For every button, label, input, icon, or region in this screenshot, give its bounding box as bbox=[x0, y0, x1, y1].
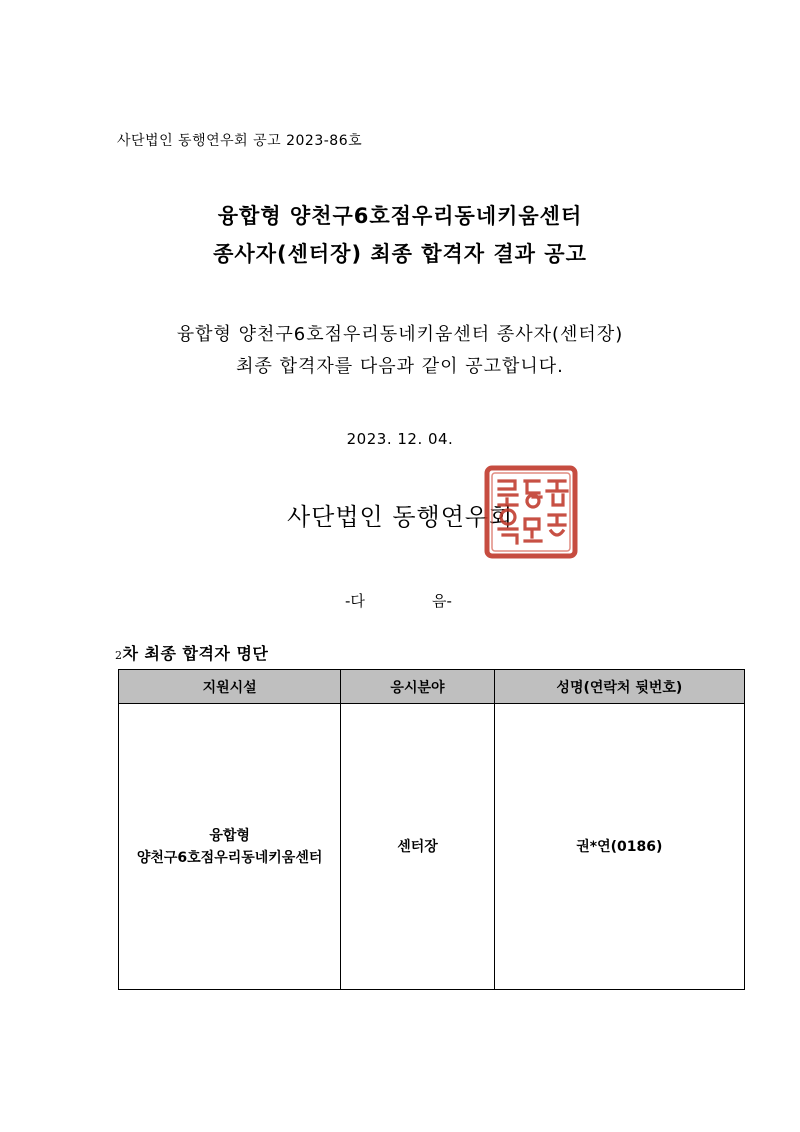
table-row bbox=[119, 704, 745, 990]
results-table bbox=[118, 669, 745, 990]
title-line-2: 종사자(센터장) 최종 합격자 결과 공고 bbox=[213, 242, 587, 266]
separator-left: -다 bbox=[345, 592, 365, 610]
table-header-row bbox=[119, 670, 745, 704]
cell-field: 센터장 bbox=[341, 704, 494, 990]
section-title-text: 차 최종 합격자 명단 bbox=[122, 644, 269, 663]
facility-line-2: 양천구6호점우리동네키움센터 bbox=[136, 849, 323, 866]
body-line-2: 최종 합격자를 다음과 같이 공고합니다. bbox=[236, 356, 564, 377]
organization-name: 사단법인 동행연우회 bbox=[287, 503, 514, 531]
notice-date: 2023. 12. 04. bbox=[346, 430, 454, 448]
header-name: 성명(연락처 뒷번호) bbox=[494, 670, 744, 704]
notice-number: 사단법인 동행연우회 공고 2023-86호 bbox=[117, 133, 363, 149]
body-line-1: 융합형 양천구6호점우리동네키움센터 종사자(센터장) bbox=[176, 324, 624, 345]
facility-line-1: 융합형 bbox=[209, 827, 250, 844]
header-field: 응시분야 bbox=[341, 670, 494, 704]
header-facility: 지원시설 bbox=[119, 670, 341, 704]
official-seal bbox=[483, 465, 579, 559]
separator-right: 음- bbox=[432, 592, 452, 610]
title-line-1: 융합형 양천구6호점우리동네키움센터 bbox=[217, 204, 583, 228]
cell-name: 권*연(0186) bbox=[494, 704, 744, 990]
section-title bbox=[115, 641, 268, 664]
cell-facility bbox=[119, 704, 341, 990]
section-number: 2 bbox=[115, 649, 123, 662]
